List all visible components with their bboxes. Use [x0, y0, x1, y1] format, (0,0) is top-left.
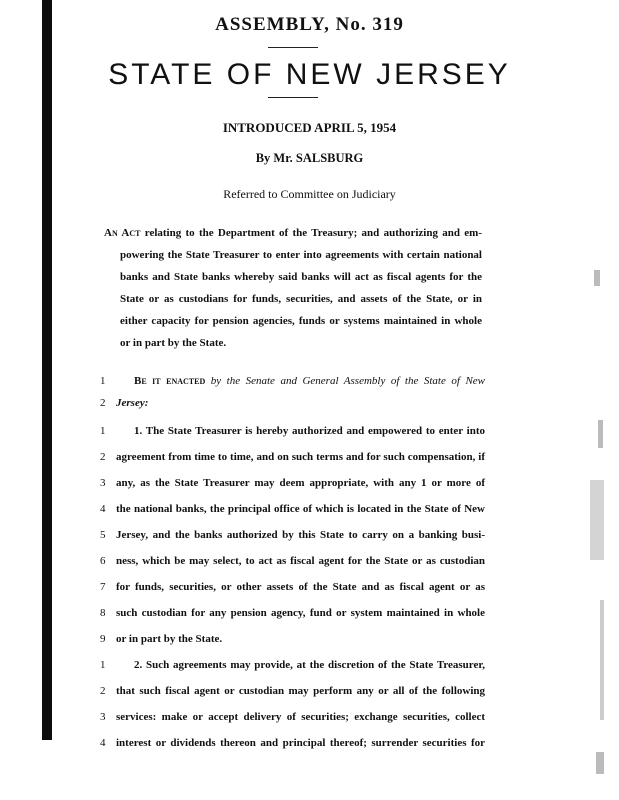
- line-number: 3: [100, 711, 106, 723]
- scan-binding-bar: [42, 0, 52, 740]
- sponsor: By Mr. SALSBURG: [255, 151, 364, 165]
- section-text: 2. Such agreements may provide, at the discretion of the State Treasurer,: [134, 659, 485, 671]
- section2-line: [100, 655, 485, 675]
- section1-line: [100, 447, 485, 467]
- enacting-lead: Be it enacted: [134, 375, 206, 387]
- enacting-text: [134, 371, 485, 391]
- section-text: services: make or accept delivery of securities; exchange securities, collect: [116, 711, 485, 723]
- enacting-clause: by the Senate and General Assembly of the State of New: [210, 375, 486, 387]
- scan-artifact: [596, 752, 604, 774]
- line-number: 8: [100, 607, 106, 619]
- line-number: 3: [100, 477, 106, 489]
- act-line: banks and State banks whereby said banks will act as fiscal agents for the: [120, 271, 482, 283]
- enacting-line: [100, 371, 485, 391]
- section-text: agreement from time to time, and on such terms and for such compensation, if: [116, 451, 485, 463]
- section1-line: [100, 525, 485, 545]
- line-number: 4: [100, 503, 106, 515]
- act-line: powering the State Treasurer to enter into agreements with certain national: [120, 249, 482, 261]
- section1-line: [100, 577, 485, 597]
- section1-line: [100, 421, 485, 441]
- act-line: [104, 222, 482, 244]
- section-text: 1. The State Treasurer is hereby authorized and empowered to enter into: [134, 425, 485, 437]
- section-text: any, as the State Treasurer may deem appropriate, with any 1 or more of: [116, 477, 485, 489]
- section-text: interest or dividends thereon and principal thereof; surrender securities for: [116, 737, 485, 749]
- section-text: the national banks, the principal office of which is located in the State of New: [116, 503, 485, 515]
- scan-artifact: [600, 600, 604, 720]
- scan-artifact: [594, 270, 600, 286]
- enacting-text: Jersey:: [116, 397, 149, 409]
- line-number: 2: [100, 685, 106, 697]
- enacting-line: [100, 393, 485, 413]
- scan-artifact: [598, 420, 603, 448]
- line-number: 4: [100, 737, 106, 749]
- line-number: 1: [100, 375, 106, 387]
- section1-line: [100, 499, 485, 519]
- section-text: such custodian for any pension agency, fund or system maintained in whole: [116, 607, 485, 619]
- line-number: 6: [100, 555, 106, 567]
- section1-line: [100, 603, 485, 623]
- act-line: State or as custodians for funds, securities, and assets of the State, or in: [120, 293, 482, 305]
- section-text: that such fiscal agent or custodian may perform any or all of the following: [116, 685, 485, 697]
- bill-number: ASSEMBLY, No. 319: [215, 14, 404, 35]
- state-title: STATE OF NEW JERSEY: [108, 58, 511, 91]
- header-rule-top: [268, 47, 318, 48]
- section2-line: [100, 681, 485, 701]
- line-number: 5: [100, 529, 106, 541]
- section-text: for funds, securities, or other assets of the State and as fiscal agent or as: [116, 581, 485, 593]
- line-number: 1: [100, 659, 106, 671]
- act-line: or in part by the State.: [120, 337, 227, 349]
- section1-line: [100, 473, 485, 493]
- act-title-block: [104, 222, 482, 354]
- line-number: 2: [100, 397, 106, 409]
- section1-line: [100, 551, 485, 571]
- act-line-text: relating to the Department of the Treasury; and authorizing and em-: [144, 227, 482, 239]
- section-text: Jersey, and the banks authorized by this State to carry on a banking busi-: [116, 529, 485, 541]
- section2-line: [100, 707, 485, 727]
- act-prefix: An Act: [104, 227, 141, 239]
- line-number: 1: [100, 425, 106, 437]
- section-text: ness, which be may select, to act as fiscal agent for the State or as custodian: [116, 555, 485, 567]
- act-line: either capacity for pension agencies, funds or systems maintained in whole: [120, 315, 482, 327]
- header-rule-bottom: [268, 97, 318, 98]
- section1-line: [100, 629, 485, 649]
- introduced-date: INTRODUCED APRIL 5, 1954: [222, 120, 397, 135]
- line-number: 9: [100, 633, 106, 645]
- scan-artifact: [590, 480, 604, 560]
- line-number: 7: [100, 581, 106, 593]
- committee-referral: Referred to Committee on Judiciary: [223, 187, 396, 201]
- line-number: 2: [100, 451, 106, 463]
- section2-line: [100, 733, 485, 753]
- section-text: or in part by the State.: [116, 633, 223, 645]
